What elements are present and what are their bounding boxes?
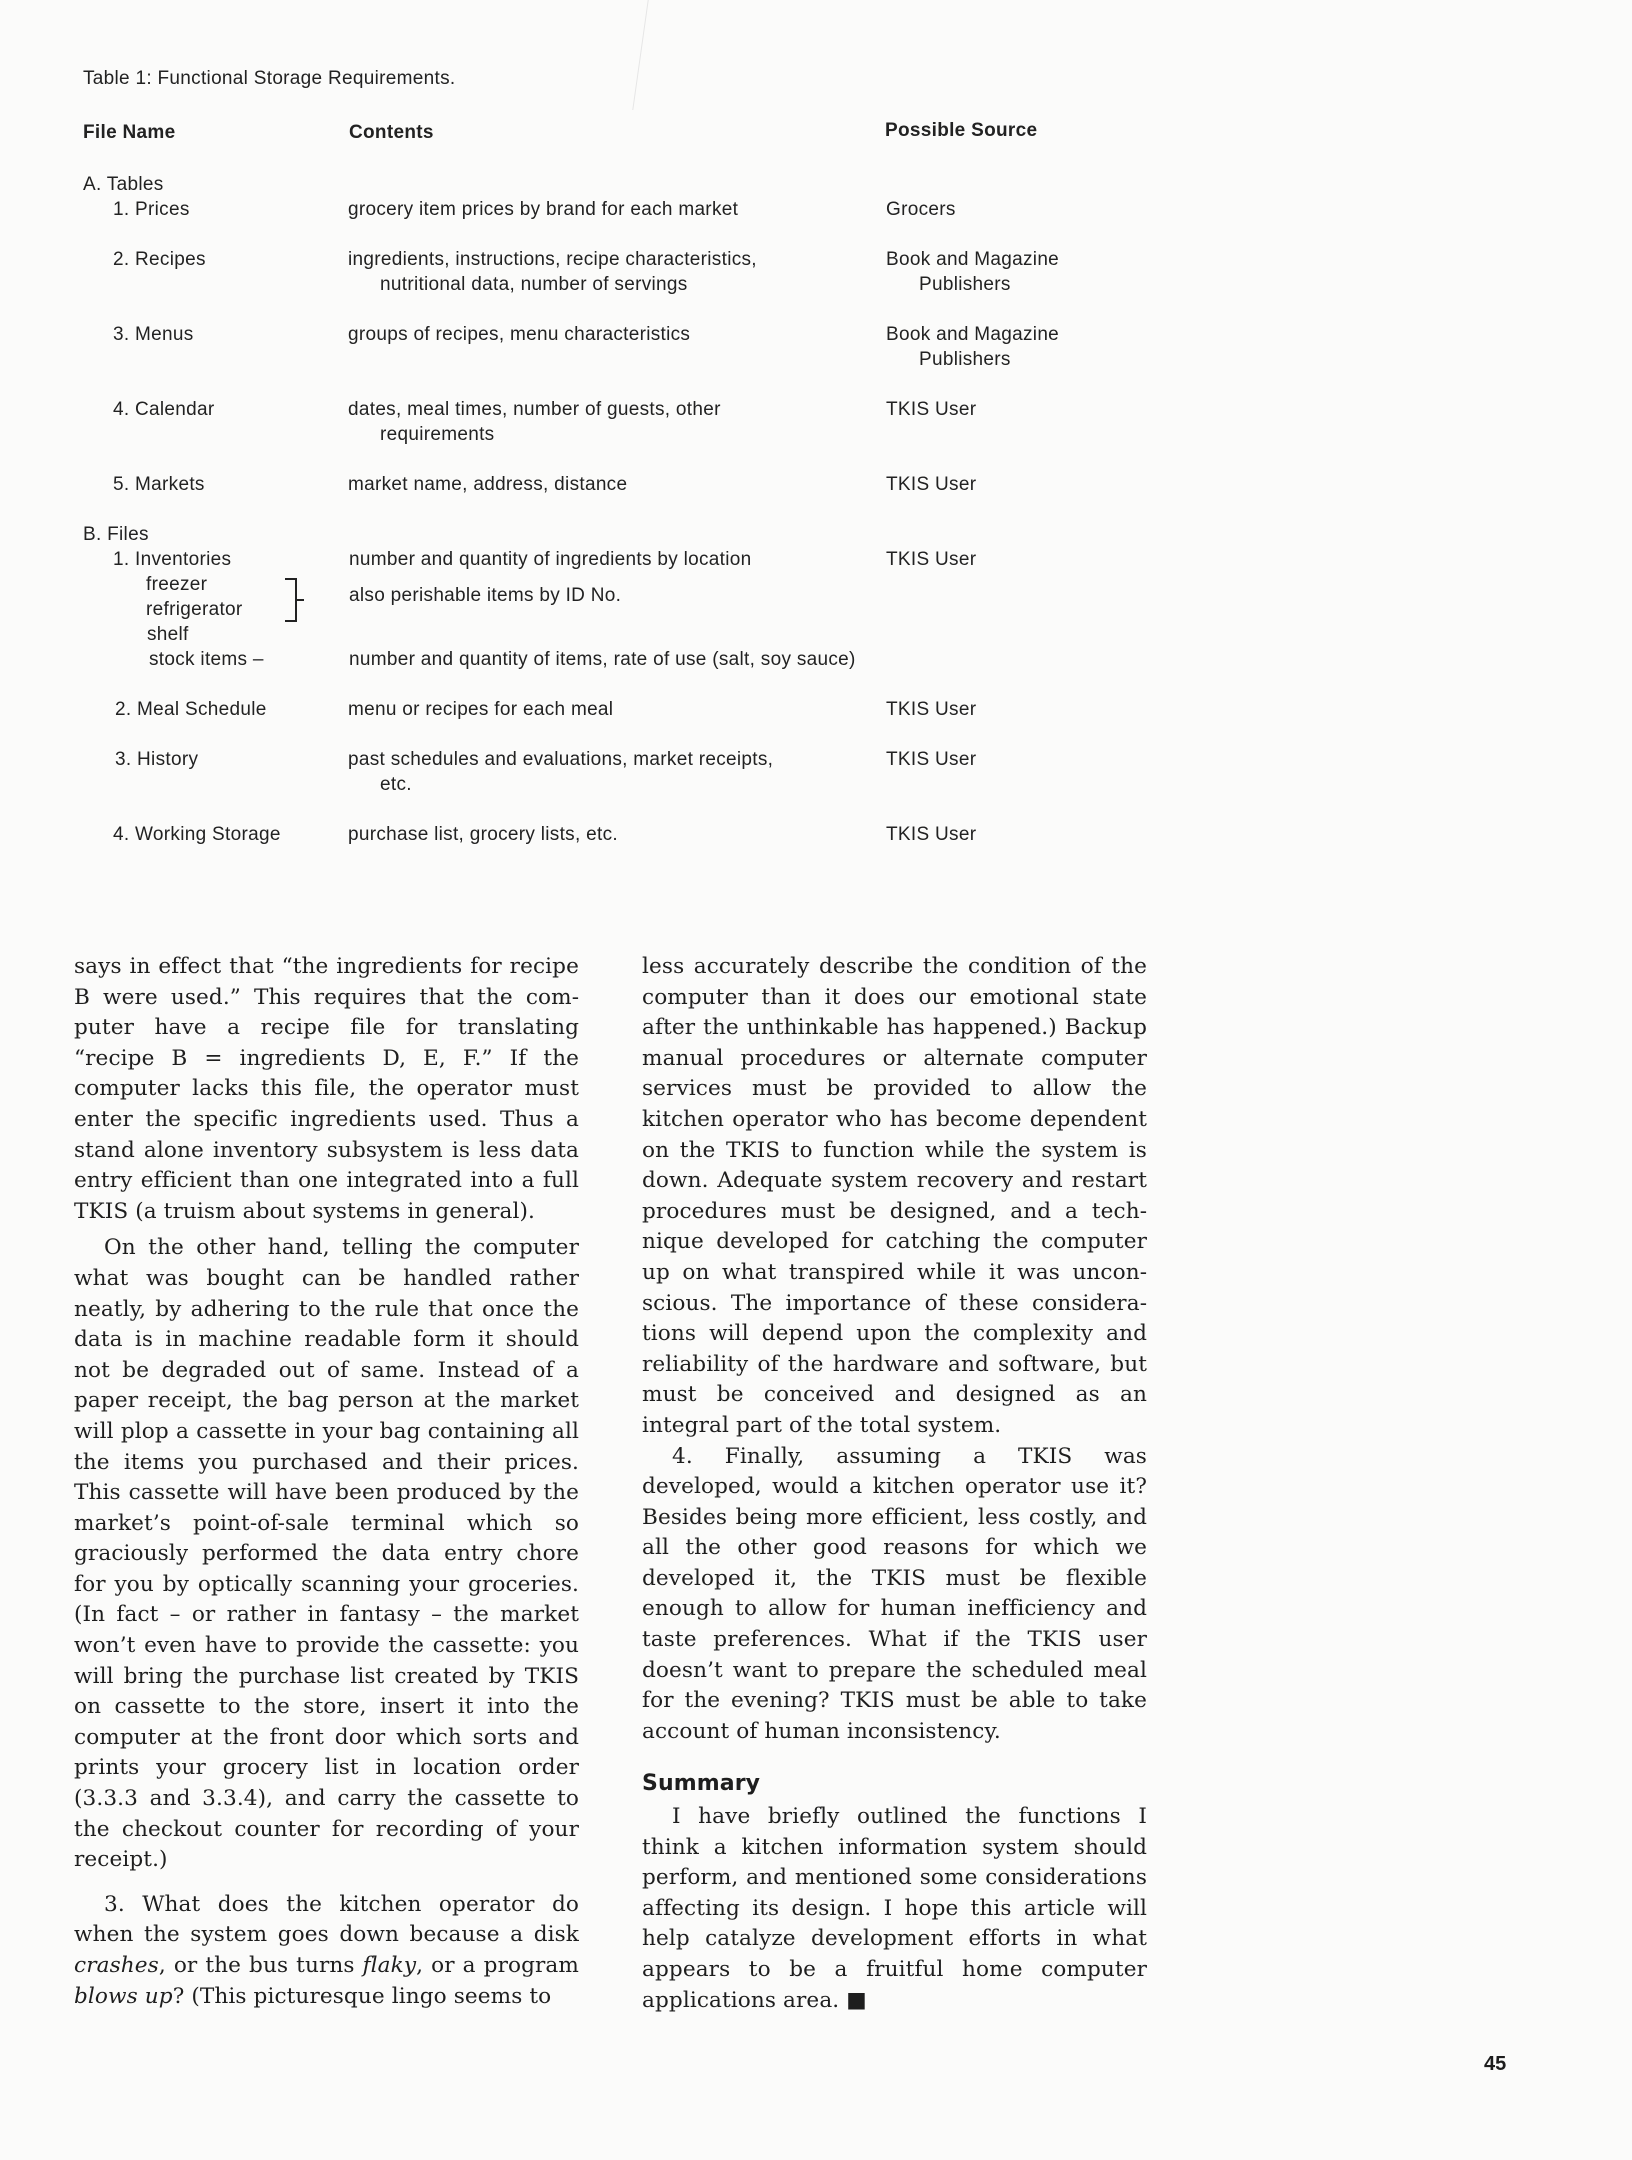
row-source: Book and Magazine [886,324,1060,345]
paragraph: less accurately describe the condition of the computer than it does our emotional state after the unthinkable has happened.) Backup manual procedures or alternate computer services must be provided to allow the kitchen operator who has become dependent on the TKIS to function while the system is down. Adequate system recovery and restart procedures must be designed, and a technique developed for catching the computer up on what transpired while it was unconscious. The importance of these considerations will depend upon the complexity and reliability of the hardware and software, but must be conceived and designed as an integral part of the total system. [642,954,1147,1438]
inventory-stock-items: stock items – [149,649,264,670]
row-source: TKIS User [886,399,977,420]
paragraph: On the other hand, telling the computer what was bought can be handled rather neatly, by adhering to the rule that once the data is in machine readable form it should not be degraded out of same. Instead of a paper receipt, the bag person at the market will plop a cassette in your bag containing all the items you purchased and their prices. This cassette will have been produced by the market’s point-of-sale terminal which so graciously performed the data entry chore for you by optically scanning your groceries. (In fact – or rather in fantasy – the market won’t even have to provide the cassette: you will bring the purchase list created by TKIS on cassette to the store, insert it into the computer at the front door which sorts and prints your grocery list in location order (3.3.3 and 3.3.4), and carry the cassette to the checkout counter for recording of your receipt.) [74,1235,579,1873]
row-contents: market name, address, distance [348,474,628,495]
header-file-name: File Name [83,122,176,143]
paragraph: I have briefly outlined the functions I think a kitchen information system should perform, and mentioned some considerations affecting its design. I hope this article will help catalyze development efforts in what appears to be a fruitful home computer applications area. ■ [642,1804,1147,2013]
row-file-name: 5. Markets [113,474,205,495]
inventory-shelf: shelf [147,624,189,645]
text-run: , or a program [416,1953,579,1978]
text-run: 3. What does the kitchen operator do when the system goes down because a disk [74,1891,579,1948]
paragraph: 4. Finally, assuming a TKIS was developed, would a kitchen operator use it? Besides being more efficient, less costly, and all the other good reasons for which we developed it, the TKIS must be flexible enough to allow for human inefficiency and taste preferences. What if the TKIS user doesn’t want to prepare the scheduled meal for the evening? TKIS must be able to take account of human inconsistency. [642,1443,1147,1744]
inventory-freezer: freezer [146,574,208,595]
section-b-label: B. Files [83,524,149,545]
row-contents: number and quantity of ingredients by location [349,549,752,570]
body-column-right [642,952,1147,2016]
section-a-label: A. Tables [83,174,164,195]
header-contents: Contents [349,122,434,143]
row-contents-cont: nutritional data, number of servings [380,274,688,295]
stock-note: number and quantity of items, rate of use (salt, soy sauce) [349,649,856,670]
bracket-icon [285,578,297,622]
row-source: Book and Magazine [886,249,1060,270]
row-file-name: 1. Prices [113,199,190,220]
row-file-name: 4. Calendar [113,399,215,420]
row-file-name: 2. Meal Schedule [115,699,267,720]
inventory-refrigerator: refrigerator [146,599,243,620]
row-file-name: 2. Recipes [113,249,206,270]
row-contents: menu or recipes for each meal [348,699,614,720]
emphasis-flaky: flaky [362,1953,417,1978]
bracket-note: also perishable items by ID No. [349,585,622,606]
row-source: TKIS User [886,549,977,570]
paragraph: says in effect that “the ingredients for recipe B were used.” This requires that the computer have a recipe file for translating “recipe B = ingredients D, E, F.” If the computer lacks this file, the operator must enter the specific ingredients used. Thus a stand alone inventory subsystem is less data entry efficient than one integrated into a full TKIS (a truism about systems in general). [74,954,579,1224]
row-source: Grocers [886,199,956,220]
table-title: Table 1: Functional Storage Requirements. [83,68,456,89]
row-file-name: 4. Working Storage [113,824,281,845]
row-contents: dates, meal times, number of guests, other [348,399,721,420]
row-file-name: 3. Menus [113,324,194,345]
row-source-cont: Publishers [919,349,1011,370]
row-file-name: 3. History [115,749,199,770]
row-contents: grocery item prices by brand for each market [348,199,739,220]
row-source: TKIS User [886,699,977,720]
header-possible-source: Possible Source [885,120,1038,141]
row-contents: past schedules and evaluations, market receipts, [348,749,774,770]
row-file-name: 1. Inventories [113,549,232,570]
paragraph [74,1890,579,2012]
paper-crease [632,0,666,110]
body-column-left [74,952,579,2012]
row-contents-cont: requirements [380,424,495,445]
emphasis-blows-up: blows up [74,1983,173,2009]
row-source: TKIS User [886,749,977,770]
row-contents: purchase list, grocery lists, etc. [348,824,618,845]
page-number: 45 [1484,2053,1507,2075]
summary-heading: Summary [642,1771,761,1797]
row-contents: groups of recipes, menu characteristics [348,324,691,345]
row-contents: ingredients, instructions, recipe characteristics, [348,249,757,270]
emphasis-crashes: crashes [74,1953,159,1978]
text-run: , or the bus turns [158,1953,363,1978]
row-contents-cont: etc. [380,774,412,795]
row-source: TKIS User [886,824,977,845]
row-source: TKIS User [886,474,977,495]
text-run: ? (This picturesque lingo seems to [172,1983,552,2009]
row-source-cont: Publishers [919,274,1011,295]
